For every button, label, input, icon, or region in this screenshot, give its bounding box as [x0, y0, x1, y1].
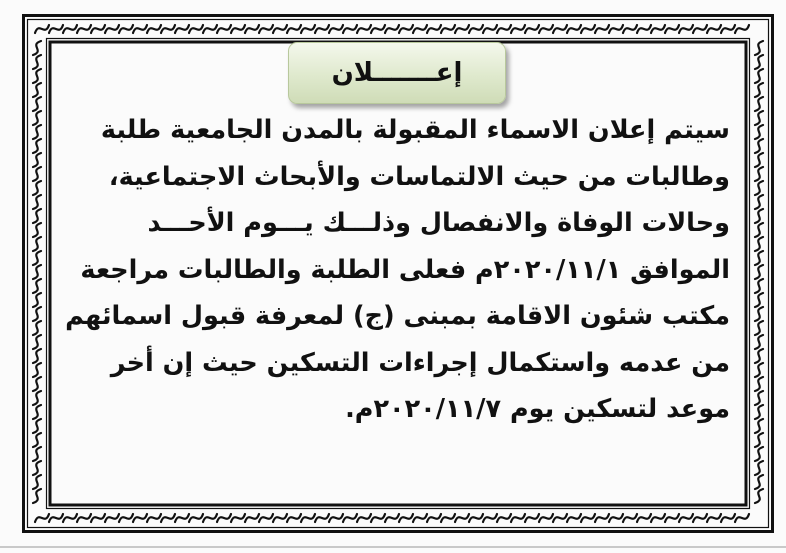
border-ornament: [33, 97, 41, 111]
border-ornament: [189, 25, 203, 33]
border-ornament: [33, 279, 41, 293]
body-line-1: سيتم إعلان الاسماء المقبولة بالمدن الجامعية طلبة: [100, 115, 730, 145]
border-ornament: [735, 25, 749, 33]
border-ornament: [755, 489, 763, 503]
border-ornament: [231, 514, 245, 522]
border-ornament: [343, 25, 357, 33]
page-bottom-rule: [0, 546, 786, 548]
border-ornament: [245, 514, 259, 522]
border-ornament: [217, 25, 231, 33]
border-ornament: [623, 25, 637, 33]
border-ornament: [679, 25, 693, 33]
border-ornament: [735, 514, 749, 522]
border-ornament: [595, 514, 609, 522]
border-ornament: [755, 461, 763, 475]
border-ornament: [651, 25, 665, 33]
border-ornament: [33, 335, 41, 349]
border-ornament: [175, 25, 189, 33]
border-ornament: [33, 41, 41, 55]
border-ornament: [755, 41, 763, 55]
body-line-6: من عدمه واستكمال إجراءات التسكين حيث إن أخر: [110, 347, 730, 378]
border-ornament: [273, 514, 287, 522]
border-ornament: [91, 514, 105, 522]
border-ornament: [33, 447, 41, 461]
border-ornament: [455, 25, 469, 33]
border-ornament: [77, 514, 91, 522]
border-ornament: [623, 514, 637, 522]
border-ornament: [637, 514, 651, 522]
border-ornament: [525, 25, 539, 33]
border-ornament: [189, 514, 203, 522]
border-ornament: [35, 514, 49, 522]
border-ornament: [755, 405, 763, 419]
border-ornament: [455, 514, 469, 522]
border-ornament: [105, 25, 119, 33]
border-ornament: [399, 25, 413, 33]
border-ornament: [755, 83, 763, 97]
border-ornament: [497, 514, 511, 522]
border-ornament: [161, 514, 175, 522]
border-ornament: [413, 25, 427, 33]
border-ornament: [755, 349, 763, 363]
border-ornament: [33, 307, 41, 321]
border-ornament: [33, 69, 41, 83]
border-ornament: [259, 25, 273, 33]
border-ornament: [33, 293, 41, 307]
border-ornament: [609, 25, 623, 33]
border-ornament: [35, 25, 49, 33]
border-ornament: [755, 391, 763, 405]
border-ornament: [301, 514, 315, 522]
border-ornament: [315, 25, 329, 33]
border-ornament: [469, 514, 483, 522]
border-ornament: [755, 377, 763, 391]
border-ornament: [721, 25, 735, 33]
border-ornament: [721, 514, 735, 522]
border-ornament: [33, 321, 41, 335]
border-ornament: [33, 475, 41, 489]
border-ornament: [755, 279, 763, 293]
border-ornament: [147, 25, 161, 33]
border-ornament: [49, 514, 63, 522]
border-ornament: [707, 514, 721, 522]
border-ornament: [553, 25, 567, 33]
border-ornament: [441, 514, 455, 522]
border-ornament: [581, 514, 595, 522]
border-ornament: [371, 514, 385, 522]
border-ornament: [259, 514, 273, 522]
border-ornament: [33, 363, 41, 377]
border-ornament: [483, 25, 497, 33]
border-ornament: [755, 251, 763, 265]
border-ornament: [693, 514, 707, 522]
body-line-4: الموافق ٢٠٢٠/١١/١م فعلى الطلبة والطالبات مراجعة: [80, 254, 730, 285]
border-ornament: [755, 293, 763, 307]
border-ornament: [413, 514, 427, 522]
border-ornament: [755, 363, 763, 377]
border-ornament: [231, 25, 245, 33]
border-ornament: [609, 514, 623, 522]
body-line-7: موعد لتسكين يوم ٢٠٢٠/١١/٧م.: [345, 394, 730, 424]
border-ornament: [755, 475, 763, 489]
border-ornament: [707, 25, 721, 33]
border-ornament: [33, 55, 41, 69]
border-ornament: [511, 25, 525, 33]
border-ornament: [33, 237, 41, 251]
border-ornament: [755, 433, 763, 447]
border-ornament: [245, 25, 259, 33]
border-ornament: [147, 514, 161, 522]
border-ornament: [33, 139, 41, 153]
border-ornament: [161, 25, 175, 33]
border-ornament: [287, 514, 301, 522]
announcement-title-box: [288, 42, 506, 104]
border-ornament: [539, 514, 553, 522]
announcement-title: إعـــــــلان: [331, 58, 463, 88]
border-ornament: [33, 489, 41, 503]
border-ornament: [33, 223, 41, 237]
border-ornament: [595, 25, 609, 33]
border-ornament: [755, 237, 763, 251]
body-line-2: وطالبات من حيث الالتماسات والأبحاث الاجتماعية،: [108, 161, 730, 192]
border-ornament: [665, 25, 679, 33]
border-ornament: [755, 307, 763, 321]
border-ornament: [105, 514, 119, 522]
border-ornament: [119, 25, 133, 33]
border-ornament: [581, 25, 595, 33]
border-ornament: [357, 25, 371, 33]
border-ornament: [427, 25, 441, 33]
border-ornament: [755, 335, 763, 349]
border-ornament: [329, 514, 343, 522]
border-ornament: [33, 209, 41, 223]
border-ornament: [755, 447, 763, 461]
border-ornament: [133, 25, 147, 33]
border-ornament: [33, 405, 41, 419]
border-ornament: [119, 514, 133, 522]
border-ornament: [553, 514, 567, 522]
border-ornament: [33, 111, 41, 125]
border-ornament: [567, 25, 581, 33]
border-ornament: [33, 153, 41, 167]
border-ornament: [175, 514, 189, 522]
border-ornament: [755, 139, 763, 153]
border-ornament: [33, 433, 41, 447]
border-ornament: [33, 391, 41, 405]
border-ornament: [91, 25, 105, 33]
border-ornament: [33, 461, 41, 475]
border-ornament: [755, 153, 763, 167]
border-ornament: [33, 419, 41, 433]
border-ornament: [133, 514, 147, 522]
border-ornament: [755, 419, 763, 433]
border-ornament: [385, 25, 399, 33]
border-ornament: [755, 55, 763, 69]
border-ornament: [63, 514, 77, 522]
border-ornament: [77, 25, 91, 33]
border-ornament: [693, 25, 707, 33]
border-ornament: [33, 377, 41, 391]
border-ornament: [679, 514, 693, 522]
border-ornament: [33, 83, 41, 97]
border-ornament: [33, 167, 41, 181]
border-ornament: [755, 223, 763, 237]
border-ornament: [385, 514, 399, 522]
border-ornament: [755, 209, 763, 223]
border-ornament: [665, 514, 679, 522]
border-ornament: [63, 25, 77, 33]
border-ornament: [33, 265, 41, 279]
border-ornament: [755, 265, 763, 279]
border-ornament: [329, 25, 343, 33]
border-ornament: [567, 514, 581, 522]
border-ornament: [483, 514, 497, 522]
border-ornament: [441, 25, 455, 33]
border-ornament: [49, 25, 63, 33]
body-line-3: وحالات الوفاة والانفصال وذلـــك يـــوم الأحـــد: [147, 208, 730, 238]
border-ornament: [497, 25, 511, 33]
border-ornament: [755, 181, 763, 195]
border-ornament: [33, 251, 41, 265]
border-ornament: [343, 514, 357, 522]
announcement-body: [65, 107, 730, 433]
border-ornament: [371, 25, 385, 33]
border-ornament: [755, 195, 763, 209]
border-ornament: [755, 125, 763, 139]
border-ornament: [357, 514, 371, 522]
border-ornament: [287, 25, 301, 33]
border-ornament: [273, 25, 287, 33]
border-ornament: [755, 111, 763, 125]
border-ornament: [301, 25, 315, 33]
border-ornament: [33, 125, 41, 139]
border-ornament: [427, 514, 441, 522]
border-ornament: [755, 69, 763, 83]
border-ornament: [511, 514, 525, 522]
border-ornament: [755, 167, 763, 181]
border-ornament: [651, 514, 665, 522]
border-ornament: [203, 25, 217, 33]
border-ornament: [33, 195, 41, 209]
border-ornament: [217, 514, 231, 522]
border-ornament: [525, 514, 539, 522]
border-ornament: [637, 25, 651, 33]
border-ornament: [539, 25, 553, 33]
border-ornament: [203, 514, 217, 522]
border-ornament: [33, 181, 41, 195]
border-ornament: [33, 349, 41, 363]
border-ornament: [399, 514, 413, 522]
body-line-5: مكتب شئون الاقامة بمبنى (ج) لمعرفة قبول اسمائهم: [65, 301, 730, 331]
border-ornament: [469, 25, 483, 33]
border-ornament: [315, 514, 329, 522]
border-ornament: [755, 97, 763, 111]
border-ornament: [755, 321, 763, 335]
